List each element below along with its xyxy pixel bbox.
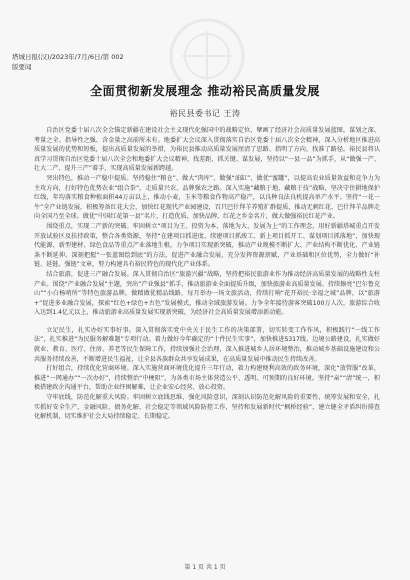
article-title: 全面贯彻新发展理念 推动裕民高质量发展: [90, 84, 320, 98]
paragraph: 突出特色，推动一产稳中提质。坚持稳住“粮仓”、做大“肉库”、做强“油缸”、做优“蜜罐”，以提高农业质量效益和竞争力为主攻方向，打好特色优势农业“组合拳”，走质量兴农、品牌强农之路。深入实施“藏粮于地、藏粮于技”战略，坚决守住耕地保护红线，年均落实粮食种植面积44万亩以上，推动小麦、玉米等粮食作物高产稳产，以良种良法良机提高单产水平。坚持“一花一牛”全产业链发展，积极筹备红花大会，加快红花现代产业园建设，百只巴什拜羊养殖扩群提质，推动无刺红花、巴什拜羊品牌走向全国乃至全球。做优“中国红花第一县”名片，打造优质、加快品牌、红花之乡金名片，做大做强裕民红花产业。: [34, 174, 380, 221]
publication-section-line: 版要闻: [12, 63, 32, 71]
page-footer: 第 1 页 共 1 页: [184, 564, 226, 571]
article-byline: 裕民县委书记 王涛: [169, 109, 241, 118]
paragraph: 守牢底线，防范化解重大风险。牢固树立底线思维，强化风险意识，深刻认识防范化解风险的重要性，统筹发展和安全，扎实抓好安全生产、金融风险、债务化解、社会稳定等领域风险防控工作，坚持和发展新时代“枫桥经验”，建立健全矛盾纠纷排查化解机制，切实维护社会大局持续稳定、长期稳定。: [34, 394, 380, 421]
paragraph: 结合旅游，促进三产融合发展。深入贯彻自治区“旅游兴疆”战略，坚持把裕民旅游业作为推动经济高质量发展的战略性支柱产业。围绕“产业融合发展”主题，突出“产业强县”抓手，推动旅游业全面提质升级，加快旅游业高质量发展。持续擦亮“巴尔鲁克山”“小白杨哨所”等特色旅游品牌，做精做优精品线路，每月举办一场文旅活动，持续打响“花开裕民·幸福之城”品牌，以“旅游+”促进多业融合发展，探索“红色+绿色+古色”发展模式，推动全域旅游发展。力争全年接待游客突破100万人次，旅游综合收入达到1.4亿元以上，推动旅游业高质量发展实现新突破，为经济社会高质量发展增添新动能。: [34, 270, 380, 317]
article-body: [34, 126, 380, 422]
paragraph: 打好组合，持续优化营商环境。深入实施营商环境优化提升三年行动，着力构建便利高效的政务环境，深化“放管服”改革，推进“一网通办”“一次办好”，持续整治“中梗阻”，为各类市场主体营造公平、透明、可预期的良好环境。坚持“亲”“清”统一，积极搭建政企沟通平台，帮助企业纾困解难，让企业安心经营、放心投资。: [34, 365, 380, 392]
publication-date-line: 塔城日报(汉)/2023年/7月/6日/第 002: [12, 53, 124, 61]
paragraph: 立足民生，扎实办好实事好事。深入贯彻落实党中央关于民生工作的决策部署，切实转变工作作风，积极践行“一线工作法”，扎实推进“为民服务解难题”专项行动。着力做好今年确定的“十件民生实事”，加快推进S317线、边境公路建设，扎实做好就业、教育、医疗、住房、养老等民生保障工作，持续加强社会治理，深入推进城乡人居环境整治，推动城乡基础设施建设和公共服务持续改善，不断增进民生福祉，让全县各族群众共享发展成果，在高质量发展中推动民生持续改善。: [34, 326, 380, 363]
paragraph: 自治区党委十届八次全会锚定新疆在建设社会主义现代化强国中的战略定位，擘画了经济社会高质量发展蓝图，谋划之深、考量之全、指导性之强、含金量之高前所未有。地委扩大会议深入贯彻落实自治区党委十届八次全会精神，深入分析地区推进高质量发展的优势和短板，提出高质量发展的举措，为裕民县推动高质量发展厘清了思路、指明了方向、找准了路径。裕民县将认真学习贯彻自治区党委十届八次全会和地委扩大会议精神，找差距、抓关键、谋发展，坚持以“一县一品”为抓手，从“做强一产、壮大二产、提升三产”着手，实现高质量发展新跨越。: [34, 127, 380, 173]
paragraph: 围绕重点，实现二产新的突破。牢固树立“项目为王、投资为本、落地为大、发展为上”的工作理念，用好新疆塔城重点开发开放试验区及扶持政策，整合各类资源，坚持“在建项目抓进度、续建项目抓竣工、新上项目抓开工、谋划项目抓落地”，加快现代能源、新型建材、绿色食品等重点产业落地生根，力争项目实现新突破，推动产业规模不断扩大、产业结构不断优化、产业链条不断延伸。深刻把握“一张蓝图绘到底”的方法，促进产业融合发展，充分发挥资源禀赋、产业基础和区位优势，全力做好“补链、延链、强链”文章，努力构建具有裕民特色的现代化产业体系。: [34, 222, 380, 269]
publication-meta: [12, 52, 124, 72]
